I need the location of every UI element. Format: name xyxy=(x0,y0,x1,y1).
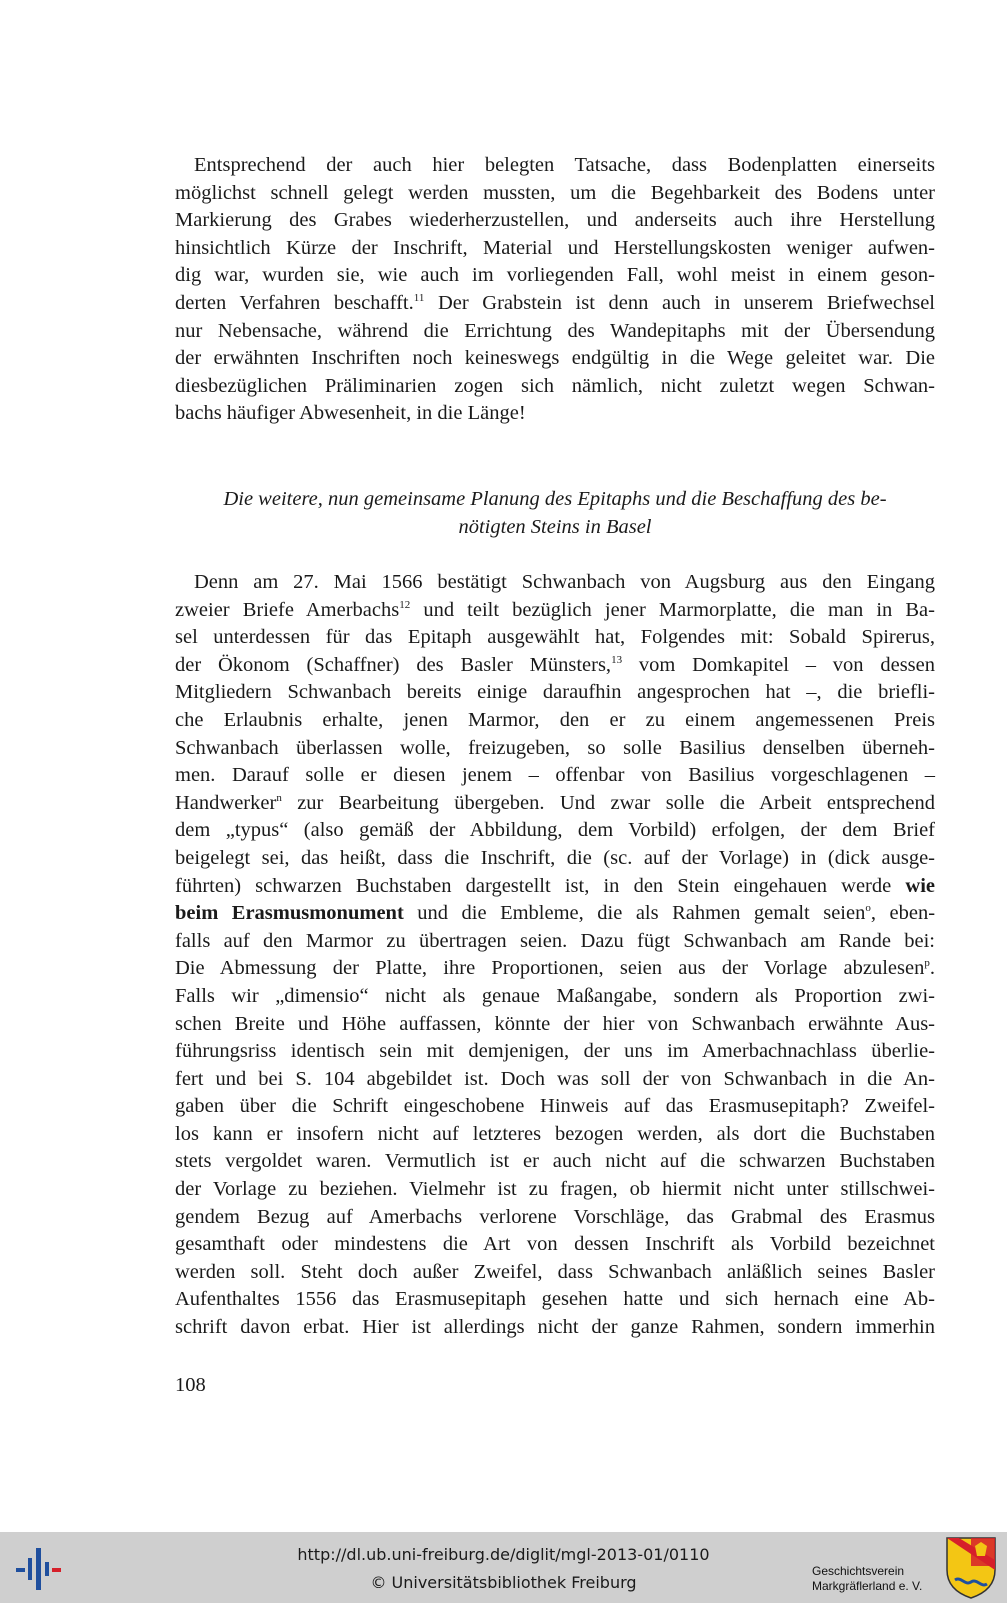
text-span: . xyxy=(929,957,935,980)
text-line: Mitgliedern Schwanbach bereits einige daraufhin angesprochen hat –, die briefli- xyxy=(175,681,935,704)
coat-of-arms-icon xyxy=(945,1536,997,1600)
text-line: men. Darauf solle er diesen jenem – offenbar von Basilius vorgeschlagenen – xyxy=(175,764,935,787)
text-span: vom Domkapitel – von dessen xyxy=(622,653,935,676)
text-line: che Erlaubnis erhalte, jenen Marmor, den er zu einem angemessenen Preis xyxy=(175,708,935,731)
text-line: schrift davon erbat. Hier ist allerdings nicht der ganze Rahmen, sondern immerhin xyxy=(175,1316,935,1339)
text-line: gendem Bezug auf Amerbachs verlorene Vorschläge, das Grabmal des Erasmus xyxy=(175,1205,935,1228)
text-span: zur Bearbeitung übergeben. Und zwar solle die Arbeit entsprechend xyxy=(281,791,935,814)
heading-line: nötigten Steins in Basel xyxy=(458,515,652,538)
text-line: bachs häufiger Abwesenheit, in die Länge! xyxy=(175,402,526,425)
footnote-ref: p xyxy=(924,957,930,970)
society-name xyxy=(812,1564,952,1594)
text-span: zweier Briefe Amerbachs xyxy=(175,598,400,621)
text-line xyxy=(175,790,935,818)
text-span: , eben- xyxy=(870,902,936,925)
footnote-ref: n xyxy=(276,791,282,804)
text-line: führungsriss identisch sein mit demjenigen, der uns im Amerbachnachlass überlie- xyxy=(175,1040,935,1063)
text-line xyxy=(175,290,935,318)
text-span: und die Embleme, die als Rahmen gemalt seien xyxy=(403,902,866,925)
text-line: nur Nebensache, während die Errichtung des Wandepitaphs mit der Übersendung xyxy=(175,319,935,342)
text-line: werden soll. Steht doch außer Zweifel, dass Schwanbach anläßlich seines Basler xyxy=(175,1260,935,1283)
footnote-ref: o xyxy=(865,902,871,915)
bold-text: beim Erasmusmonument xyxy=(175,902,404,925)
text-line: der Vorlage zu beziehen. Vielmehr ist zu fragen, ob hiermit nicht unter stillschwei- xyxy=(175,1178,935,1201)
text-line xyxy=(175,955,935,983)
text-line: der erwähnten Inschriften noch keineswegs endgültig in die Wege geleitet war. Die xyxy=(175,347,935,370)
text-line: gaben über die Schrift eingeschobene Hinweis auf das Erasmusepitaph? Zweifel- xyxy=(175,1095,935,1118)
text-span: und teilt bezüglich jener Marmorplatte, die man in Ba- xyxy=(410,598,935,621)
text-line: dem „typus“ (also gemäß der Abbildung, dem Vorbild) erfolgen, der dem Brief xyxy=(175,819,935,842)
society-line: Geschichtsverein xyxy=(812,1564,905,1578)
permalink-url[interactable]: http://dl.ub.uni-freiburg.de/diglit/mgl-2013-01/0110 xyxy=(297,1545,710,1564)
text-span: Der Grabstein ist denn auch in unserem Briefwechsel xyxy=(437,291,935,314)
section-heading xyxy=(175,486,935,541)
text-span: derten Verfahren beschafft. xyxy=(175,291,414,314)
text-span: der Ökonom (Schaffner) des Basler Münsters, xyxy=(175,653,612,676)
footer-bar xyxy=(0,1532,1007,1603)
text-line: sel unterdessen für das Epitaph ausgewählt hat, Folgendes mit: Sobald Spirerus, xyxy=(175,626,935,649)
copyright-text: © Universitätsbibliothek Freiburg xyxy=(370,1573,637,1592)
text-line: Markierung des Grabes wiederherzustellen, und anderseits auch ihre Herstellung xyxy=(175,209,935,232)
text-line: Aufenthaltes 1556 das Erasmusepitaph gesehen hatte und sich hernach eine Ab- xyxy=(175,1288,935,1311)
society-line: Markgräflerland e. V. xyxy=(812,1579,923,1593)
text-span: Handwerker xyxy=(175,791,277,814)
paragraph-1 xyxy=(175,152,935,428)
text-line: beigelegt sei, das heißt, dass die Inschrift, die (sc. auf der Vorlage) in (dick ausge- xyxy=(175,846,935,869)
footnote-ref: 13 xyxy=(611,653,623,666)
text-line: stets vergoldet waren. Vermutlich ist er auch nicht auf die schwarzen Buchstaben xyxy=(175,1150,935,1173)
text-line xyxy=(175,652,935,680)
text-line: dig war, wurden sie, wie auch im vorliegenden Fall, wohl meist in einem geson- xyxy=(175,264,935,287)
heading-line: Die weitere, nun gemeinsame Planung des Epitaphs und die Beschaffung des be- xyxy=(223,488,887,510)
text-line: hinsichtlich Kürze der Inschrift, Material und Herstellungskosten weniger aufwen- xyxy=(175,236,935,259)
text-line: falls auf den Marmor zu übertragen seien. Dazu fügt Schwanbach am Rande bei: xyxy=(175,929,935,952)
text-line: möglichst schnell gelegt werden mussten, um die Begehbarkeit des Bodens unter xyxy=(175,181,935,204)
text-line: Entsprechend der auch hier belegten Tatsache, dass Bodenplatten einerseits xyxy=(194,154,935,176)
text-line xyxy=(175,873,935,901)
text-span: führten) schwarzen Buchstaben dargestellt ist, in den Stein eingehauen werde xyxy=(175,874,906,897)
text-line: gesamthaft oder mindestens die Art von dessen Inschrift als Vorbild bezeichnet xyxy=(175,1233,935,1256)
text-line: los kann er insofern nicht auf letzteres bezogen werden, als dort die Buchstaben xyxy=(175,1122,935,1145)
page-number: 108 xyxy=(175,1374,206,1396)
text-line xyxy=(175,900,935,928)
footnote-ref: 11 xyxy=(413,291,425,304)
paragraph-2 xyxy=(175,569,935,1342)
footnote-ref: 12 xyxy=(399,598,411,611)
text-line: schen Breite und Höhe auffassen, könnte der hier von Schwanbach erwähnte Aus- xyxy=(175,1012,935,1035)
text-span: Die Abmessung der Platte, ihre Proportionen, seien aus der Vorlage abzulesen xyxy=(175,957,925,980)
text-line xyxy=(175,597,935,625)
bold-text: wie xyxy=(905,874,935,897)
text-line: fert und bei S. 104 abgebildet ist. Doch was soll der von Schwanbach in die An- xyxy=(175,1067,935,1090)
text-line: Schwanbach überlassen wolle, freizugeben, so solle Basilius denselben überneh- xyxy=(175,736,935,759)
text-line: Falls wir „dimensio“ nicht als genaue Maßangabe, sondern als Proportion zwi- xyxy=(175,984,935,1007)
text-line: Denn am 27. Mai 1566 bestätigt Schwanbach von Augsburg aus den Eingang xyxy=(194,571,935,593)
text-line: diesbezüglichen Präliminarien zogen sich nämlich, nicht zuletzt wegen Schwan- xyxy=(175,374,935,397)
